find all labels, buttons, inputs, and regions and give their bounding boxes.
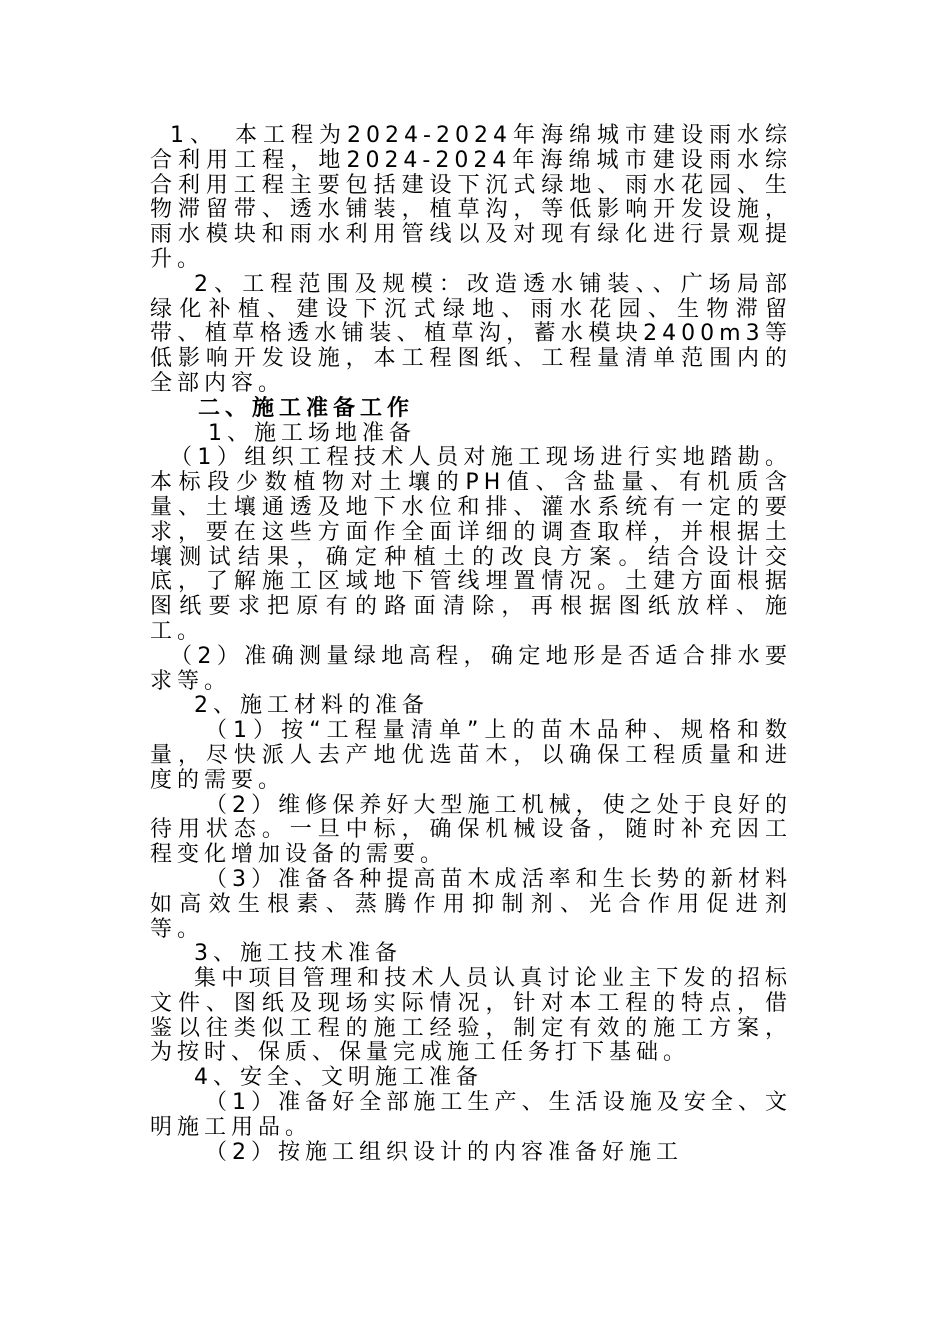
section-heading-preparation: 二、施工准备工作 bbox=[198, 395, 415, 421]
paragraph-elevation: （2）准确测量绿地高程，确定地形是否适合排水要求等。 bbox=[150, 643, 792, 694]
paragraph-machinery: （2）维修保养好大型施工机械，使之处于良好的待用状态。一旦中标，确保机械设备，随时补充因工程变化增加设备的需要。 bbox=[150, 792, 792, 868]
paragraph-site-survey: （1）组织工程技术人员对施工现场进行实地踏勘。本标段少数植物对土壤的PH值、含盐量、有机质含量、土壤通透及地下水位和排、灌水系统有一定的要求，要在这些方面作全面详细的调查取样，并根据土壤测试结果，确定种植土的改良方案。结合设计交底，了解施工区域地下管线埋置情况。土建方面根据图纸要求把原有的路面清除，再根据图纸放样、施工。 bbox=[150, 445, 792, 644]
paragraph-seedlings: （1）按“工程量清单”上的苗木品种、规格和数量，尽快派人去产地优选苗木，以确保工程质量和进度的需要。 bbox=[150, 718, 792, 793]
paragraph-project-overview: 1、 本工程为2024-2024年海绵城市建设雨水综合利用工程，地2024-2024年海绵城市建设雨水综合利用工程主要包括建设下沉式绿地、雨水花园、生物滞留带、透水铺装，植草沟，等低影响开发设施，雨水模块和雨水利用管线以及对现有绿化进行景观提升。 bbox=[150, 123, 792, 272]
paragraph-project-scope: 2、工程范围及规模：改造透水铺装、、广场局部绿化补植、建设下沉式绿地、雨水花园、生物滞留带、植草格透水铺装、植草沟，蓄水模块2400m3等低影响开发设施，本工程图纸、工程量清单范围内的全部内容。 bbox=[150, 271, 792, 396]
paragraph-technical-prep: 集中项目管理和技术人员认真讨论业主下发的招标文件、图纸及现场实际情况，针对本工程的特点，借鉴以往类似工程的施工经验，制定有效的施工方案，为按时、保质、保量完成施工任务打下基础。 bbox=[150, 966, 792, 1066]
subsection-heading-safety: 4、安全、文明施工准备 bbox=[194, 1065, 483, 1091]
subsection-heading-site: 1、施工场地准备 bbox=[208, 420, 416, 446]
paragraph-new-materials: （3）准备各种提高苗木成活率和生长势的新材料如高效生根素、蒸腾作用抑制剂、光合作用促进剂等。 bbox=[150, 866, 792, 942]
paragraph-safety-facilities: （1）准备好全部施工生产、生活设施及安全、文明施工用品。 bbox=[150, 1090, 792, 1140]
subsection-heading-materials: 2、施工材料的准备 bbox=[194, 693, 429, 719]
subsection-heading-technical: 3、施工技术准备 bbox=[194, 941, 402, 967]
document-body bbox=[150, 124, 792, 1165]
paragraph-organization-design: （2）按施工组织设计的内容准备好施工 bbox=[205, 1139, 683, 1165]
